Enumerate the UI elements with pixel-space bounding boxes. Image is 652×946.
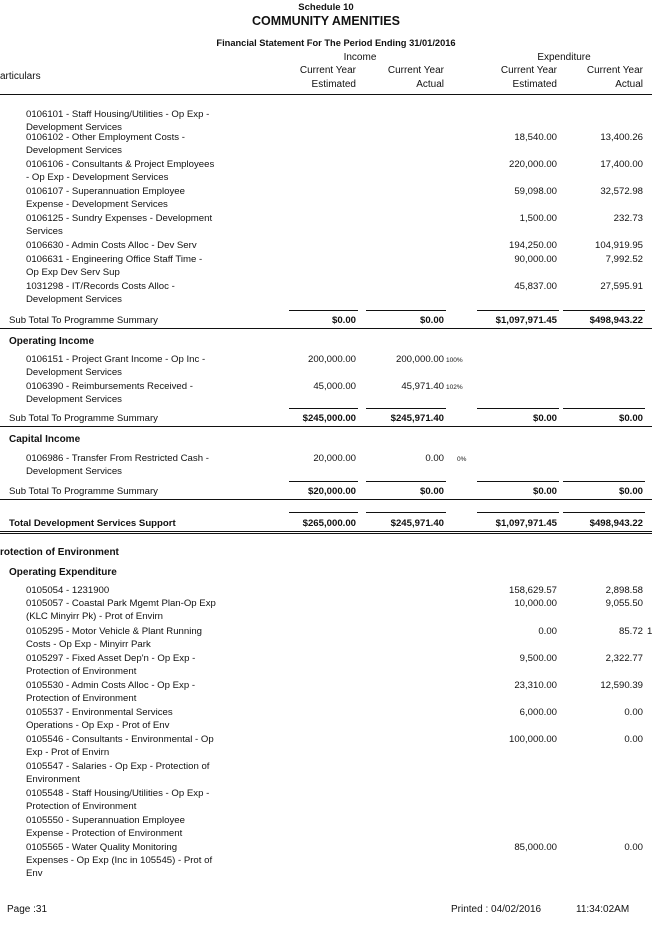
line-item-description: Protection of Environment: [26, 666, 137, 677]
expenditure-estimated-value: 158,629.57: [508, 585, 557, 596]
line-item-description: 0105297 - Fixed Asset Dep'n - Op Exp -: [26, 653, 196, 664]
expenditure-actual-value: 32,572.98: [600, 186, 643, 197]
expenditure-estimated-value: 90,000.00: [514, 254, 557, 265]
operating-income-heading: Operating Income: [9, 336, 95, 347]
total-rule: [477, 512, 559, 513]
income-estimated-header-1: Current Year: [299, 65, 356, 76]
printed-time: 11:34:02AM: [576, 904, 630, 915]
line-item-description: Expenses - Op Exp (Inc in 105545) - Prot of: [26, 855, 213, 866]
income-actual-value: 0.00: [425, 453, 444, 464]
line-item-description: 0105537 - Environmental Services: [26, 707, 173, 718]
subtotal-rule: [289, 408, 358, 409]
income-group-header: Income: [343, 52, 377, 63]
line-item-description: 0105295 - Motor Vehicle & Plant Running: [26, 626, 202, 637]
expenditure-estimated-value: 10,000.00: [514, 598, 557, 609]
line-item-description: Services: [26, 226, 63, 237]
line-item-description: Exp - Prot of Envirn: [26, 747, 110, 758]
line-item-description: 0106101 - Staff Housing/Utilities - Op Exp -: [26, 109, 210, 120]
line-item-description: 0106125 - Sundry Expenses - Development: [26, 213, 213, 224]
printed-date: Printed : 04/02/2016: [451, 904, 542, 915]
expenditure-actual-value: 13,400.26: [600, 132, 643, 143]
line-item-description: 0105550 - Superannuation Employee: [26, 815, 185, 826]
income-estimated-value: 20,000.00: [313, 453, 356, 464]
total-rule: [289, 512, 358, 513]
expenditure-estimated-value: 0.00: [538, 626, 557, 637]
operating-expenditure-heading: Operating Expenditure: [9, 567, 117, 578]
expenditure-actual-value: 0.00: [624, 707, 643, 718]
line-item-description: Development Services: [26, 367, 122, 378]
subtotal-income-actual: $245,971.40: [390, 413, 444, 424]
subtotal-income-actual: $0.00: [419, 315, 444, 326]
line-item-description: Env: [26, 868, 43, 879]
subtotal-expenditure-actual: $0.00: [618, 486, 643, 497]
total-income-actual: $245,971.40: [390, 518, 444, 529]
percent-value: 100%: [446, 357, 463, 364]
expenditure-estimated-value: 6,000.00: [519, 707, 557, 718]
subtotal-expenditure-actual: $498,943.22: [589, 315, 643, 326]
line-item-description: Op Exp Dev Serv Sup: [26, 267, 120, 278]
line-item-description: Environment: [26, 774, 80, 785]
line-item-description: Costs - Op Exp - Minyirr Park: [26, 639, 151, 650]
expenditure-estimated-value: 1,500.00: [519, 213, 557, 224]
subtotal-rule: [477, 481, 559, 482]
percent-value: 102%: [446, 384, 463, 391]
line-item-description: 0106631 - Engineering Office Staff Time -: [26, 254, 203, 265]
section-divider: [0, 426, 652, 427]
subtotal-expenditure-estimated: $1,097,971.45: [495, 315, 557, 326]
section-divider: [0, 499, 652, 500]
line-item-description: 0105546 - Consultants - Environmental - Op: [26, 734, 214, 745]
line-item-description: Development Services: [26, 394, 122, 405]
income-estimated-value: 200,000.00: [307, 354, 356, 365]
section-divider: [0, 533, 652, 534]
line-item-description: 0105057 - Coastal Park Mgemt Plan-Op Exp: [26, 598, 216, 609]
expenditure-actual-value: 12,590.39: [600, 680, 643, 691]
total-rule: [563, 512, 645, 513]
line-item-description: - Op Exp - Development Services: [26, 172, 169, 183]
expenditure-actual-value: 0.00: [624, 842, 643, 853]
expenditure-estimated-value: 85,000.00: [514, 842, 557, 853]
expenditure-actual-value: 85.72: [618, 626, 643, 637]
line-item-description: 0105548 - Staff Housing/Utilities - Op Exp -: [26, 788, 210, 799]
income-actual-header-1: Current Year: [387, 65, 444, 76]
line-item-description: 0106106 - Consultants & Project Employees: [26, 159, 215, 170]
line-item-description: 0106151 - Project Grant Income - Op Inc -: [26, 354, 206, 365]
line-item-description: 0106390 - Reimbursements Received -: [26, 381, 193, 392]
line-item-description: Development Services: [26, 466, 122, 477]
header-divider: [0, 94, 652, 95]
total-label: Total Development Services Support: [9, 518, 176, 529]
expenditure-group-header: Expenditure: [537, 52, 591, 63]
expenditure-estimated-value: 59,098.00: [514, 186, 557, 197]
expenditure-actual-value: 7,992.52: [605, 254, 643, 265]
expenditure-actual-value: 104,919.95: [594, 240, 643, 251]
section-heading: rotection of Environment: [0, 547, 119, 558]
subtotal-income-estimated: $0.00: [331, 315, 356, 326]
line-item-description: Operations - Op Exp - Prot of Env: [26, 720, 170, 731]
line-item-description: Development Services: [26, 122, 122, 133]
expenditure-actual-value: 0.00: [624, 734, 643, 745]
subtotal-rule: [563, 310, 645, 311]
subtotal-rule: [366, 408, 446, 409]
line-item-description: 0106102 - Other Employment Costs -: [26, 132, 185, 143]
subtotal-rule: [477, 310, 559, 311]
schedule-label: Schedule 10: [298, 2, 354, 13]
subtotal-expenditure-estimated: $0.00: [532, 486, 557, 497]
expenditure-estimated-value: 194,250.00: [508, 240, 557, 251]
expenditure-actual-value: 27,595.91: [600, 281, 643, 292]
total-income-estimated: $265,000.00: [302, 518, 356, 529]
expenditure-actual-header-1: Current Year: [586, 65, 643, 76]
line-item-description: Development Services: [26, 294, 122, 305]
subtotal-income-estimated: $245,000.00: [302, 413, 356, 424]
subtotal-rule: [563, 408, 645, 409]
expenditure-estimated-value: 45,837.00: [514, 281, 557, 292]
expenditure-estimated-value: 23,310.00: [514, 680, 557, 691]
subtotal-rule: [366, 310, 446, 311]
subtotal-rule: [289, 310, 358, 311]
expenditure-estimated-value: 9,500.00: [519, 653, 557, 664]
total-rule: [366, 512, 446, 513]
line-item-description: 0106986 - Transfer From Restricted Cash -: [26, 453, 209, 464]
report-title: COMMUNITY AMENITIES: [252, 14, 400, 28]
line-item-description: 0105530 - Admin Costs Alloc - Op Exp -: [26, 680, 196, 691]
expenditure-actual-value: 2,898.58: [605, 585, 643, 596]
expenditure-estimated-header-2: Estimated: [512, 79, 557, 90]
income-actual-value: 45,971.40: [401, 381, 444, 392]
line-item-description: Development Services: [26, 145, 122, 156]
expenditure-estimated-value: 220,000.00: [508, 159, 557, 170]
subtotal-income-estimated: $20,000.00: [307, 486, 356, 497]
page-number: Page :31: [7, 904, 48, 915]
subtotal-income-actual: $0.00: [419, 486, 444, 497]
subtotal-label: Sub Total To Programme Summary: [9, 413, 158, 424]
expenditure-actual-header-2: Actual: [615, 79, 643, 90]
total-expenditure-estimated: $1,097,971.45: [495, 518, 557, 529]
section-divider: [0, 531, 652, 532]
particulars-header: articulars: [0, 71, 41, 82]
percent-value: 0%: [457, 456, 467, 463]
subtotal-rule: [366, 481, 446, 482]
expenditure-estimated-header-1: Current Year: [500, 65, 557, 76]
line-item-description: 0105547 - Salaries - Op Exp - Protection of: [26, 761, 210, 772]
subtotal-rule: [289, 481, 358, 482]
row-marker: 1: [647, 626, 652, 637]
line-item-description: Protection of Environment: [26, 693, 137, 704]
subtotal-rule: [563, 481, 645, 482]
expenditure-actual-value: 2,322.77: [605, 653, 643, 664]
expenditure-estimated-value: 100,000.00: [508, 734, 557, 745]
subtotal-expenditure-actual: $0.00: [618, 413, 643, 424]
line-item-description: Protection of Environment: [26, 801, 137, 812]
line-item-description: Expense - Protection of Environment: [26, 828, 183, 839]
income-actual-header-2: Actual: [416, 79, 444, 90]
subtotal-rule: [477, 408, 559, 409]
expenditure-estimated-value: 18,540.00: [514, 132, 557, 143]
expenditure-actual-value: 17,400.00: [600, 159, 643, 170]
income-estimated-value: 45,000.00: [313, 381, 356, 392]
expenditure-actual-value: 232.73: [613, 213, 643, 224]
line-item-description: (KLC Minyirr Pk) - Prot of Envirn: [26, 611, 164, 622]
section-divider: [0, 328, 652, 329]
total-expenditure-actual: $498,943.22: [589, 518, 643, 529]
income-estimated-header-2: Estimated: [311, 79, 356, 90]
subtotal-expenditure-estimated: $0.00: [532, 413, 557, 424]
expenditure-actual-value: 9,055.50: [605, 598, 643, 609]
report-subtitle: Financial Statement For The Period Ending 31/01/2016: [216, 38, 456, 48]
line-item-description: 0105565 - Water Quality Monitoring: [26, 842, 178, 853]
subtotal-label: Sub Total To Programme Summary: [9, 486, 158, 497]
line-item-description: 0106630 - Admin Costs Alloc - Dev Serv: [26, 240, 197, 251]
subtotal-label: Sub Total To Programme Summary: [9, 315, 158, 326]
line-item-description: Expense - Development Services: [26, 199, 168, 210]
capital-income-heading: Capital Income: [9, 434, 81, 445]
line-item-description: 1031298 - IT/Records Costs Alloc -: [26, 281, 175, 292]
line-item-description: 0105054 - 1231900: [26, 585, 110, 596]
income-actual-value: 200,000.00: [395, 354, 444, 365]
line-item-description: 0106107 - Superannuation Employee: [26, 186, 185, 197]
